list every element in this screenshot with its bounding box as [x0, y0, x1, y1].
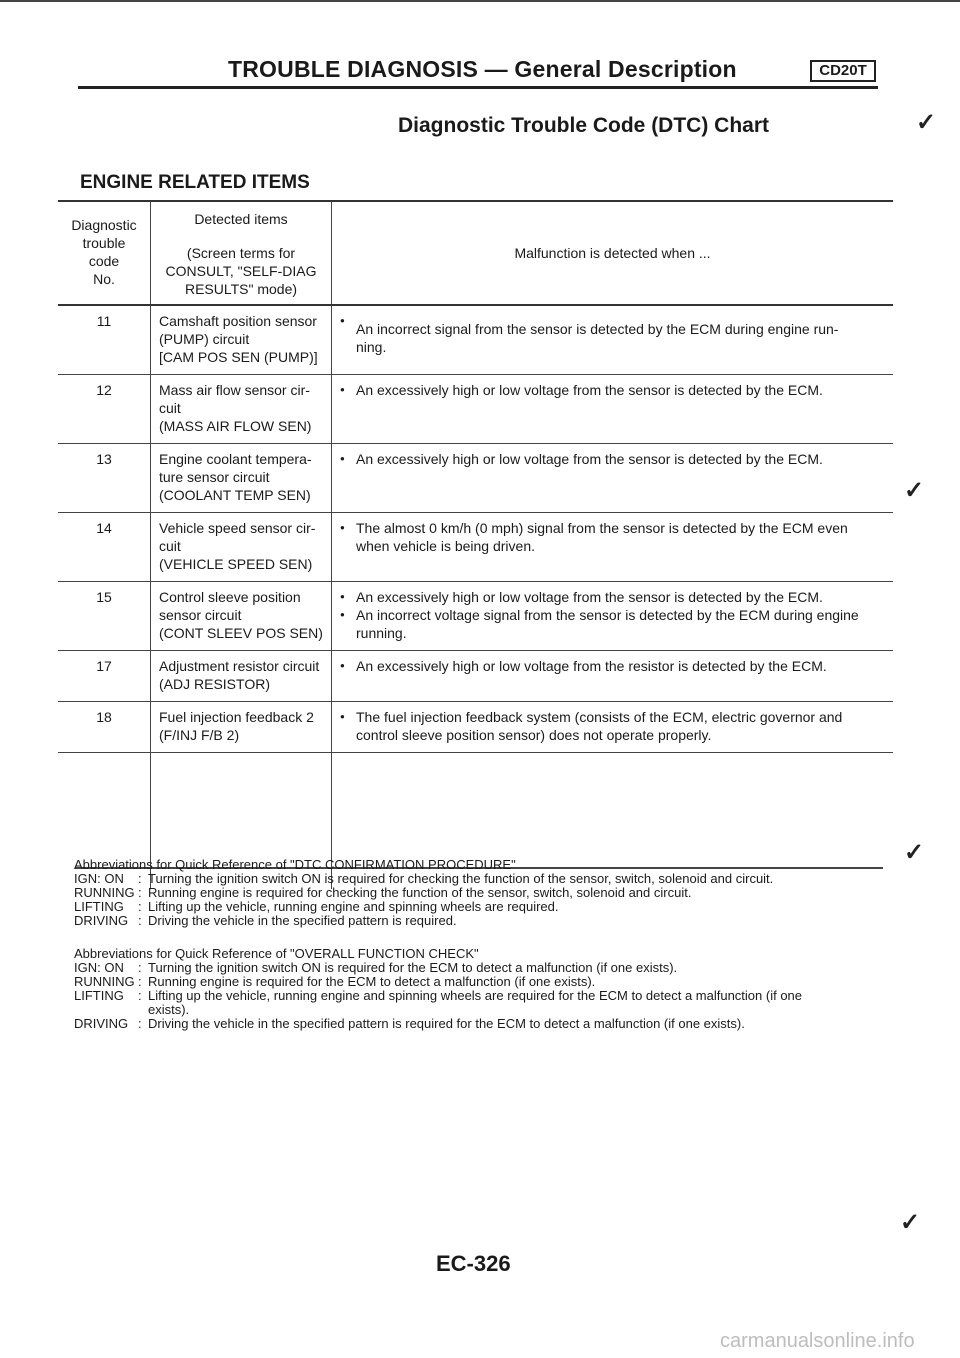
abbreviations-dtc-confirmation	[74, 858, 894, 928]
malfunction-condition: ● The almost 0 km/h (0 mph) signal from the sensor is detected by the ECM even when vehicle is being driven.	[332, 513, 894, 582]
dtc-code: 11	[58, 305, 151, 375]
abbreviations-title: Abbreviations for Quick Reference of "OVERALL FUNCTION CHECK"	[74, 946, 479, 961]
table-row	[58, 582, 893, 651]
header-rule	[78, 86, 878, 89]
dtc-table	[58, 200, 893, 889]
abbreviations-title: Abbreviations for Quick Reference of "DTC CONFIRMATION PROCEDURE"	[74, 857, 516, 872]
top-rule	[0, 0, 960, 2]
abbreviation-item: DRIVING : Driving the vehicle in the specified pattern is required for the ECM to detect a malfunction (if one exists).	[74, 1016, 745, 1031]
dtc-code: 17	[58, 651, 151, 702]
detected-item: Control sleeve position sensor circuit (CONT SLEEV POS SEN)	[151, 582, 332, 651]
malfunction-condition: ● An excessively high or low voltage from the sensor is detected by the ECM.	[332, 375, 894, 444]
table-row	[58, 375, 893, 444]
dtc-table-header	[58, 201, 893, 305]
malfunction-condition: ● An excessively high or low voltage from the resistor is detected by the ECM.	[332, 651, 894, 702]
abbreviation-item: RUNNING : Running engine is required for the ECM to detect a malfunction (if one exists).	[74, 974, 596, 989]
abbreviation-item: RUNNING : Running engine is required for checking the function of the sensor, switch, solenoid and circuit.	[74, 885, 692, 900]
detected-item: Mass air flow sensor cir- cuit (MASS AIR FLOW SEN)	[151, 375, 332, 444]
revision-mark-icon: ✓	[900, 1209, 921, 1236]
header-detected-items: Detected items (Screen terms for CONSULT, "SELF-DIAG RESULTS" mode)	[151, 201, 332, 305]
abbreviation-item: IGN: ON : Turning the ignition switch ON is required for the ECM to detect a malfunction (if one exists).	[74, 960, 678, 975]
table-row	[58, 305, 893, 375]
detected-item: Fuel injection feedback 2 (F/INJ F/B 2)	[151, 702, 332, 753]
chart-subtitle: Diagnostic Trouble Code (DTC) Chart	[398, 114, 770, 137]
table-row	[58, 651, 893, 702]
revision-mark-icon: ✓	[916, 109, 937, 136]
dtc-code: 13	[58, 444, 151, 513]
malfunction-condition: ● The fuel injection feedback system (consists of the ECM, electric governor and control sleeve position sensor) does not operate properly.	[332, 702, 894, 753]
dtc-code: 15	[58, 582, 151, 651]
revision-mark-icon: ✓	[904, 477, 925, 504]
header-code: Diagnostic trouble code No.	[58, 201, 151, 305]
revision-mark-icon: ✓	[904, 839, 925, 866]
abbreviation-item: DRIVING : Driving the vehicle in the specified pattern is required.	[74, 913, 457, 928]
detected-item: Vehicle speed sensor cir- cuit (VEHICLE SPEED SEN)	[151, 513, 332, 582]
dtc-code: 12	[58, 375, 151, 444]
watermark: carmanualsonline.info	[720, 1330, 915, 1352]
abbreviation-item: IGN: ON : Turning the ignition switch ON is required for checking the function of the sensor, switch, solenoid and circuit.	[74, 871, 774, 886]
abbreviation-item: LIFTING : Lifting up the vehicle, running engine and spinning wheels are required for the ECM to detect a malfunction (if one exists).	[74, 988, 803, 1017]
model-badge: CD20T	[810, 60, 876, 82]
malfunction-condition: ● An incorrect signal from the sensor is detected by the ECM during engine run- ning.	[332, 305, 894, 375]
dtc-code: 14	[58, 513, 151, 582]
detected-item: Camshaft position sensor (PUMP) circuit [CAM POS SEN (PUMP)]	[151, 305, 332, 375]
header-malfunction: Malfunction is detected when ...	[332, 201, 894, 305]
malfunction-condition: ● An excessively high or low voltage from the sensor is detected by the ECM. ● An incorrect voltage signal from the sensor is detected by the ECM during engine running.	[332, 582, 894, 651]
table-row	[58, 444, 893, 513]
page-number: EC-326	[436, 1251, 511, 1276]
detected-item: Adjustment resistor circuit (ADJ RESISTOR)	[151, 651, 332, 702]
malfunction-condition: ● An excessively high or low voltage from the sensor is detected by the ECM.	[332, 444, 894, 513]
abbreviation-item: LIFTING : Lifting up the vehicle, running engine and spinning wheels are required.	[74, 899, 559, 914]
section-title: ENGINE RELATED ITEMS	[80, 172, 310, 193]
dtc-code: 18	[58, 702, 151, 753]
table-row	[58, 513, 893, 582]
detected-item: Engine coolant tempera- ture sensor circuit (COOLANT TEMP SEN)	[151, 444, 332, 513]
table-row	[58, 702, 893, 753]
abbreviations-overall-function-check	[74, 947, 894, 1031]
page-header-title: TROUBLE DIAGNOSIS — General Description	[228, 56, 737, 82]
